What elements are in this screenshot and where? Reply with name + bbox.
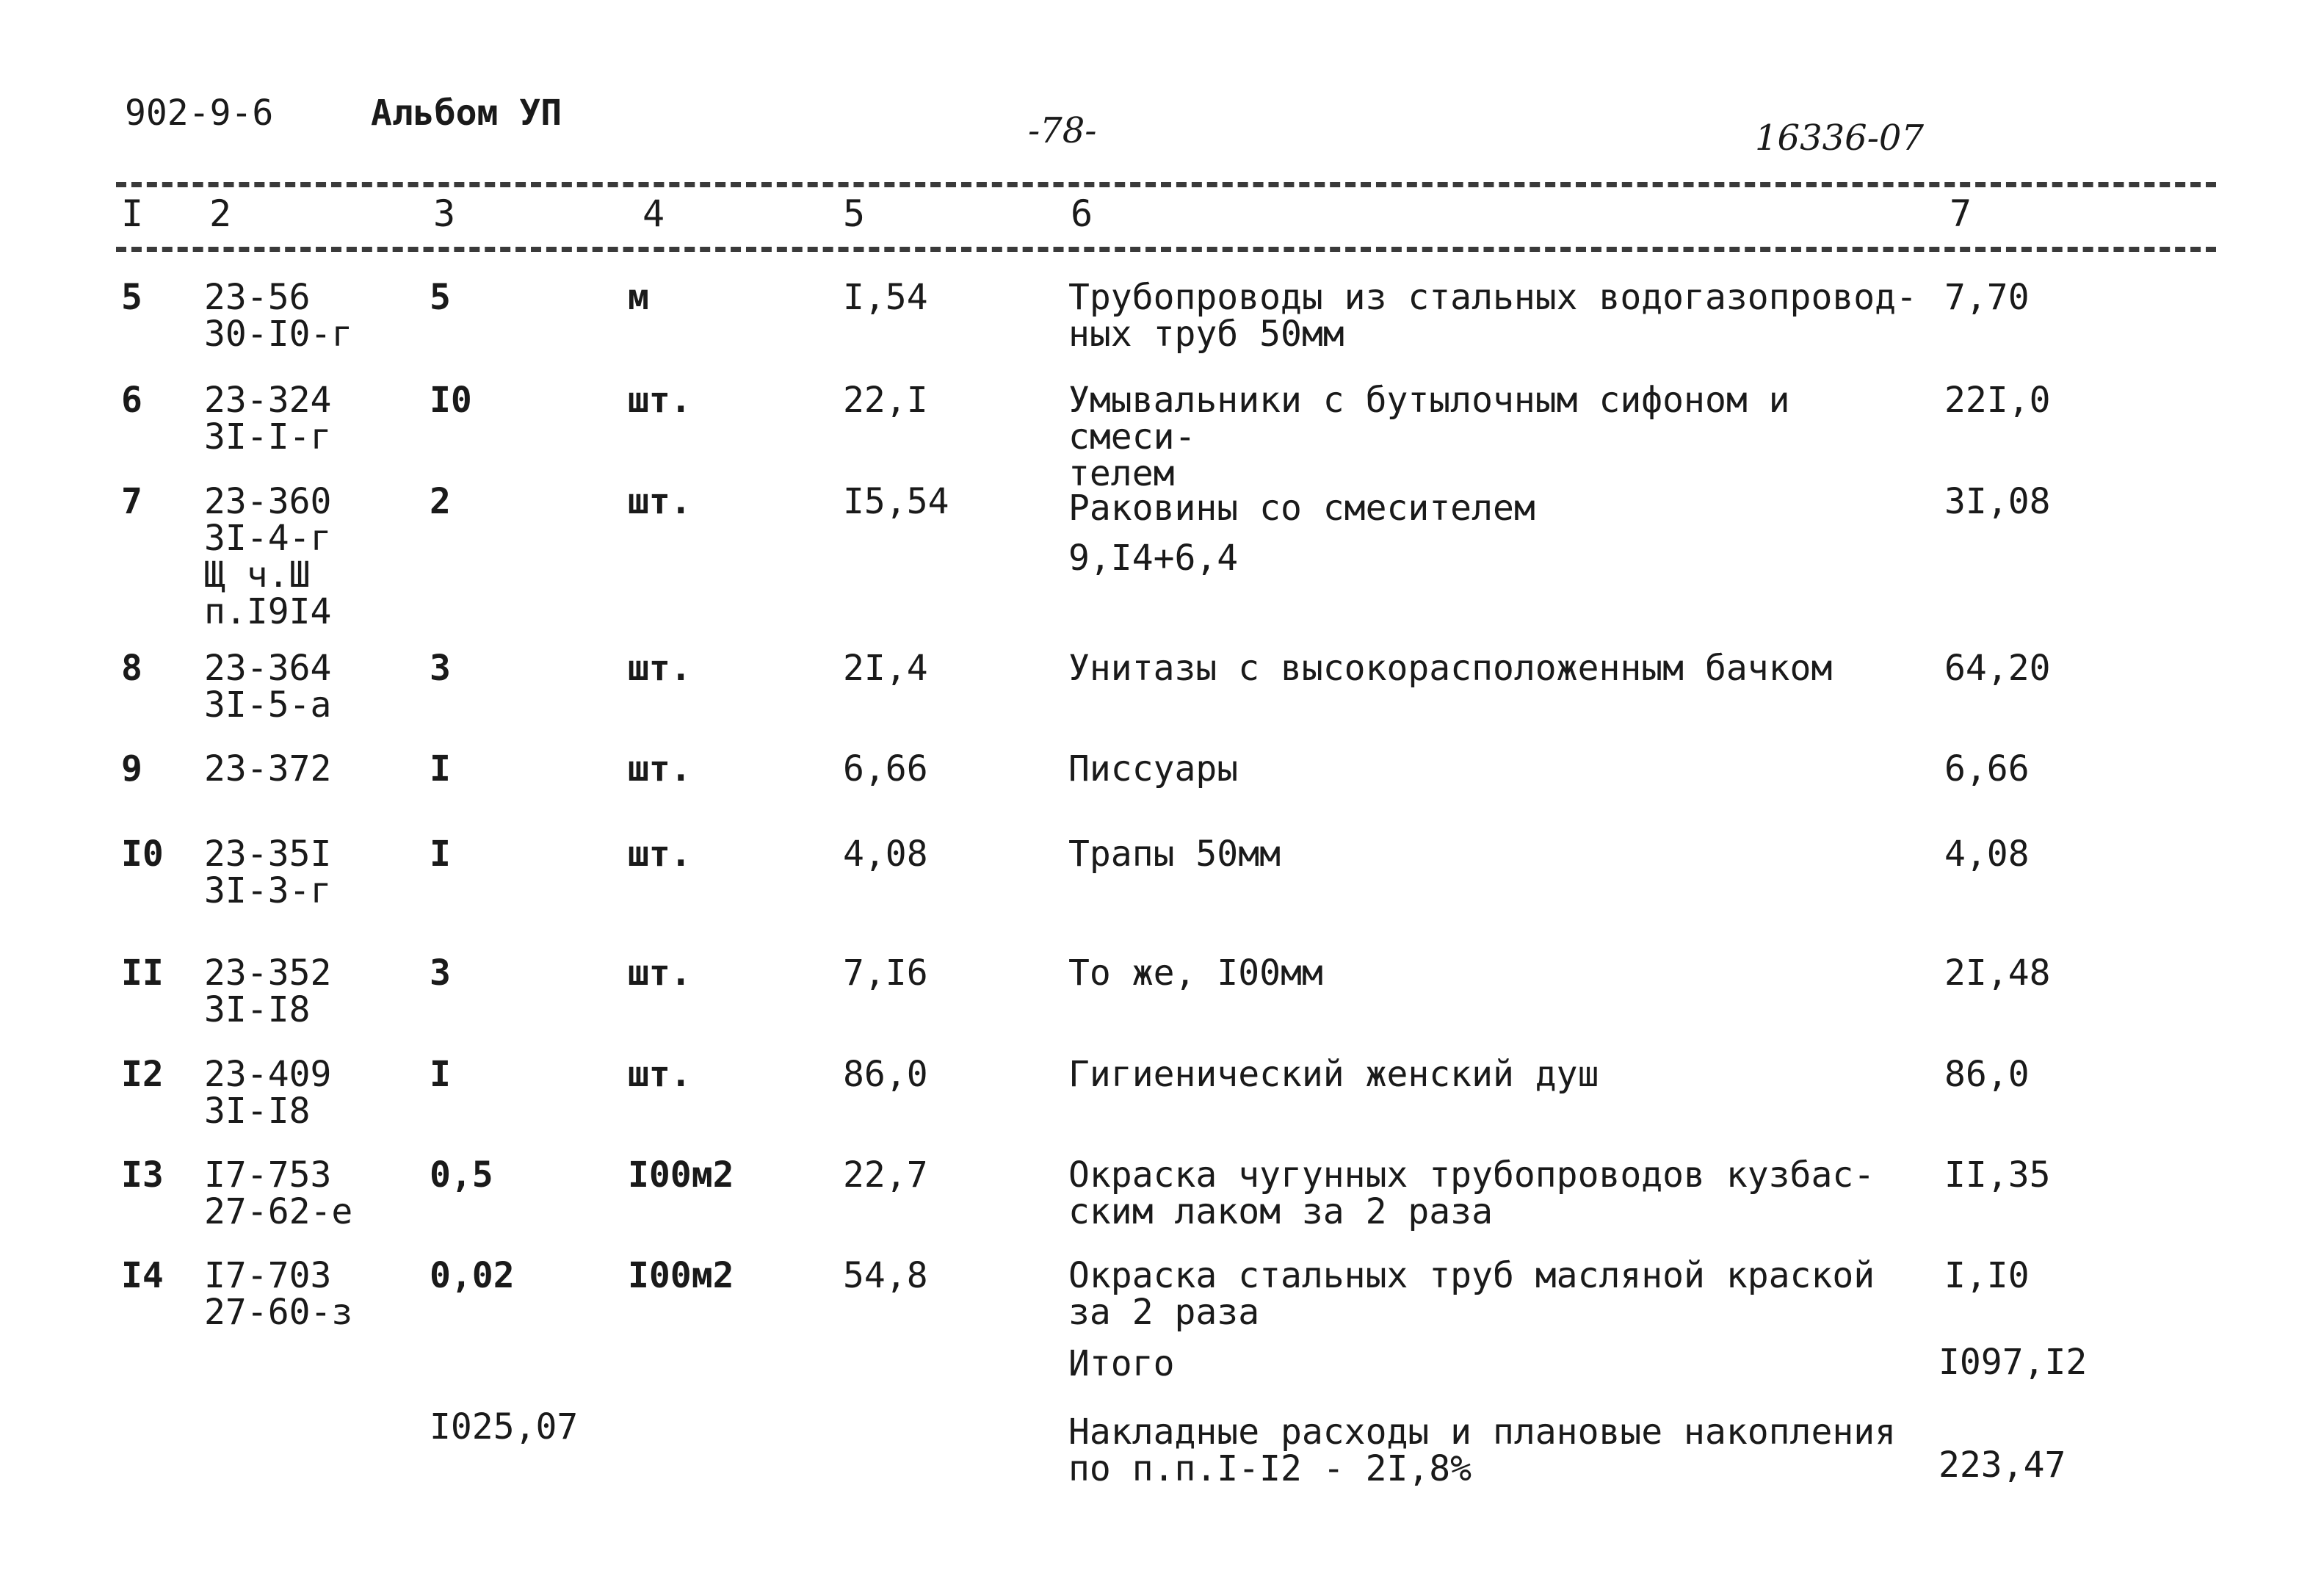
total-cost: 7,70 <box>1944 277 2030 318</box>
column-header-4: 4 <box>642 192 665 235</box>
column-header-6: 6 <box>1071 192 1093 235</box>
unit: шт. <box>628 380 692 421</box>
unit-price: 6,66 <box>843 748 928 789</box>
rate-code: 23-35I 3I-3-г <box>204 834 332 911</box>
unit-price: 7,I6 <box>843 952 928 994</box>
column-header-7: 7 <box>1950 192 1972 235</box>
total-cost: 22I,0 <box>1944 380 2051 421</box>
total-cost: 6,66 <box>1944 748 2030 789</box>
unit-price: 22,7 <box>843 1154 928 1196</box>
total-cost: 64,20 <box>1944 648 2051 689</box>
quantity: I <box>430 834 451 875</box>
unit: шт. <box>628 748 692 789</box>
total-cost: 4,08 <box>1944 834 2030 875</box>
work-description: Окраска стальных труб масляной краской за 2 раза <box>1068 1255 1875 1333</box>
work-description: Гигиенический женский душ <box>1068 1054 1599 1095</box>
work-description: Унитазы с высокорасположенным бачком <box>1068 648 1833 689</box>
quantity: I <box>430 1054 451 1095</box>
unit-price: 22,I <box>843 380 928 421</box>
unit: шт. <box>628 481 692 522</box>
total-cost: 86,0 <box>1944 1054 2030 1095</box>
row-number: 6 <box>121 380 142 421</box>
rate-code: 23-352 3I-I8 <box>204 952 332 1030</box>
rate-code: 23-324 3I-I-г <box>204 380 332 458</box>
itogo-label: Итого <box>1068 1343 1175 1384</box>
work-description: Раковины со смесителем 9,I4+6,4 <box>1068 488 1535 579</box>
quantity: 0,02 <box>430 1255 515 1296</box>
unit-price: 4,08 <box>843 834 928 875</box>
column-header-3: 3 <box>433 192 456 235</box>
row-number: II <box>121 952 164 994</box>
unit: I00м2 <box>628 1154 734 1196</box>
rate-code: I7-753 27-62-е <box>204 1154 353 1232</box>
quantity: I <box>430 748 451 789</box>
project-code: 902-9-6 <box>125 93 274 134</box>
base-value: I025,07 <box>430 1406 579 1447</box>
unit-price: 86,0 <box>843 1054 928 1095</box>
work-description: Умывальники с бутылочным сифоном и смеси- телем <box>1068 380 1790 494</box>
column-header-1: I <box>121 192 144 235</box>
row-number: 7 <box>121 481 142 522</box>
total-cost: II,35 <box>1944 1154 2051 1196</box>
quantity: 3 <box>430 648 451 689</box>
work-description: Окраска чугунных трубопроводов кузбас- ским лаком за 2 раза <box>1068 1154 1875 1232</box>
rate-code: 23-372 <box>204 748 332 789</box>
document-number: 16336-07 <box>1755 118 1924 159</box>
album-title: Альбом УП <box>371 93 562 134</box>
unit: шт. <box>628 952 692 994</box>
overhead-value: 223,47 <box>1939 1445 2066 1486</box>
unit-price: 2I,4 <box>843 648 928 689</box>
row-number: 9 <box>121 748 142 789</box>
row-number: I4 <box>121 1255 164 1296</box>
quantity: 2 <box>430 481 451 522</box>
total-cost: I,I0 <box>1944 1255 2030 1296</box>
header-rule <box>116 247 2216 252</box>
rate-code: 23-409 3I-I8 <box>204 1054 332 1132</box>
unit: шт. <box>628 1054 692 1095</box>
quantity: 5 <box>430 277 451 318</box>
work-description: Трубопроводы из стальных водогазопровод- ных труб 50мм <box>1068 277 1917 355</box>
quantity: I0 <box>430 380 472 421</box>
total-cost: 3I,08 <box>1944 481 2051 522</box>
rate-code: 23-364 3I-5-а <box>204 648 332 726</box>
row-number: I3 <box>121 1154 164 1196</box>
rate-code: I7-703 27-60-з <box>204 1255 353 1333</box>
column-header-5: 5 <box>843 192 866 235</box>
work-description: То же, I00мм <box>1068 952 1323 994</box>
unit-price: I,54 <box>843 277 928 318</box>
work-description: Писсуары <box>1068 748 1239 789</box>
page-number: -78- <box>1028 110 1097 151</box>
unit: шт. <box>628 834 692 875</box>
row-number: 5 <box>121 277 142 318</box>
row-number: I0 <box>121 834 164 875</box>
column-header-2: 2 <box>209 192 232 235</box>
quantity: 0,5 <box>430 1154 493 1196</box>
unit: шт. <box>628 648 692 689</box>
overhead-label: Накладные расходы и плановые накопления по п.п.I-I2 - 2I,8% <box>1068 1411 1897 1489</box>
quantity: 3 <box>430 952 451 994</box>
row-number: 8 <box>121 648 142 689</box>
row-number: I2 <box>121 1054 164 1095</box>
unit-price: I5,54 <box>843 481 949 522</box>
total-cost: 2I,48 <box>1944 952 2051 994</box>
unit: I00м2 <box>628 1255 734 1296</box>
rate-code: 23-360 3I-4-г Щ ч.Ш п.I9I4 <box>204 481 332 632</box>
unit: м <box>628 277 649 318</box>
work-description: Трапы 50мм <box>1068 834 1281 875</box>
top-rule <box>116 182 2216 187</box>
itogo-value: I097,I2 <box>1939 1342 2088 1383</box>
unit-price: 54,8 <box>843 1255 928 1296</box>
rate-code: 23-56 30-I0-г <box>204 277 353 355</box>
